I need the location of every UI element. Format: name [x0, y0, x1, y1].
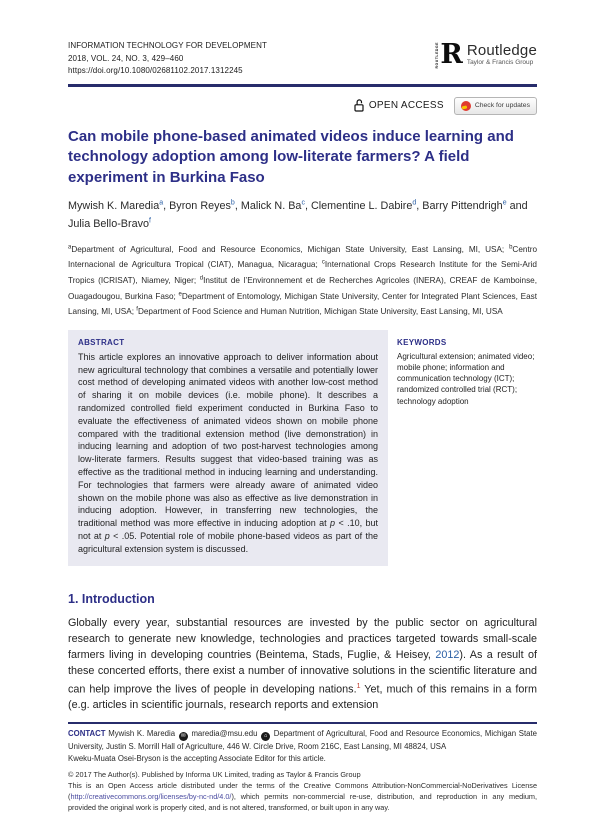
- license-line: This is an Open Access article distributed under the terms of the Creative Commons Attribution-NonCommercial-NoDerivatives License (http://creativecommons.org/licenses/by-nc-nd/4.0/), which permits non-commercial re-use, distribution, and reproduction in any medium, provided the original work is properly cited, and is not altered, transformed, or built upon in any way.: [68, 781, 537, 813]
- address-icon: ⌂: [261, 732, 270, 741]
- routledge-vertical-text: ROUTLEDGE: [435, 42, 440, 69]
- affiliation: $^c$International Crops Research Institute for the Semi-Arid Tropics (ICRISAT), Niamey, Niger;: [68, 259, 537, 285]
- author: [68, 218, 151, 230]
- citation-link-2012[interactable]: 2012: [435, 648, 460, 661]
- contact-line: [68, 728, 537, 753]
- author-name: Barry Pittendrigh: [422, 199, 503, 212]
- author-affiliation-ref: a: [159, 199, 164, 206]
- abstract-text: This article explores an innovative approach to deliver information about new agricultural technology that combines a versatile and potentially lower cost method of developing animated videos with another low-cost method of sharing it on mobile devices (i.e. mobile phone). It describes a randomized controlled field experiment conducted in Burkina Faso to evaluate the effectiveness of animated videos shown on mobile phone compared with the traditional extension method (live demonstration) in inducing learning and adoption of two post-harvest technologies among low-literate farmers. Results suggest that video-based training was as effective as the traditional method in inducing learning and understanding. For technologies that farmers were already aware of animated video shown on the mobile phone was also as effective as live demonstration in inducing adoption. However, in transferring new technologies, the traditional method was more effective in inducing adoption at p < .10, but not at p < .05. Potential role of mobile phone-based videos as part of the agricultural extension system is discussed.: [78, 351, 379, 554]
- introduction-paragraph: Globally every year, substantial resources are invested by the public sector on agricultural research to generate new knowledge, technologies and practices targeted towards small-scale farmers living in developing countries (Beintema, Stads, Fuglie, & Heisey, 2012). As a result of these concerted efforts, there exist a number of innovative solutions in the scientific literature and can help improve the lives of people in developing nations.$^1$ Yet, much of this remains in a form (e.g. articles in scientific journals, research reports and extension: [68, 616, 537, 712]
- routledge-logo: [435, 39, 537, 71]
- author-name: Clementine L. Dabire: [310, 199, 413, 212]
- abstract-section: [68, 330, 388, 566]
- contact-address: Department of Agricultural, Food and Resource Economics, Michigan State University, Justin S. Morrill Hall of Agriculture, 446 W. Circle Drive, Room 216C, East Lansing, MI 48824, USA: [68, 728, 537, 752]
- footer-divider: [68, 722, 537, 724]
- crossmark-icon: [461, 101, 471, 111]
- contact-email-link[interactable]: maredia@msu.edu: [191, 728, 258, 738]
- author: [422, 200, 527, 212]
- open-lock-icon: [354, 99, 365, 112]
- contact-label: CONTACT: [68, 728, 106, 738]
- legal-block: [68, 770, 537, 814]
- publisher-name: Routledge: [466, 42, 537, 60]
- author: [68, 200, 169, 212]
- author-separator: ,: [234, 199, 241, 212]
- author-affiliation-ref: b: [230, 199, 235, 206]
- journal-issue-info: 2018, VOL. 24, NO. 3, 429–460: [68, 53, 184, 63]
- routledge-r-mark: [435, 39, 463, 71]
- author-affiliation-ref: d: [412, 199, 417, 206]
- access-bar: [68, 97, 537, 115]
- routledge-r-glyph: R: [440, 39, 463, 71]
- contact-name: Mywish K. Maredia: [108, 728, 176, 738]
- author-name: Mywish K. Maredia: [68, 199, 160, 212]
- author-name: Malick N. Ba: [240, 199, 302, 212]
- author-affiliation-ref: f: [149, 217, 151, 225]
- header-divider: [68, 84, 537, 87]
- open-access-badge: [354, 99, 444, 112]
- journal-name: INFORMATION TECHNOLOGY FOR DEVELOPMENT: [68, 41, 267, 50]
- author-separator: ,: [416, 199, 423, 212]
- journal-doi-link[interactable]: https://doi.org/10.1080/02681102.2017.1312245: [68, 66, 243, 75]
- author-name: Byron Reyes: [169, 199, 231, 212]
- author-name: Julia Bello-Bravo: [68, 218, 150, 231]
- author-affiliation-ref: e: [502, 199, 507, 206]
- publisher-group: Taylor & Francis Group: [466, 59, 534, 67]
- author: [241, 200, 311, 212]
- section-heading-introduction: 1. Introduction: [68, 591, 155, 606]
- abstract-keywords-row: [68, 330, 537, 566]
- keywords-section: [397, 330, 537, 566]
- affiliation: $^d$Institut de l’Environnement et de Recherches Agricoles (INERA), CREAF de Kamboinse, Ouagadougou, Burkina Faso;: [68, 275, 537, 301]
- author-separator: ,: [163, 199, 170, 212]
- abstract-heading: ABSTRACT: [78, 337, 125, 347]
- keywords-heading: KEYWORDS: [397, 337, 447, 347]
- open-access-label: OPEN ACCESS: [368, 100, 444, 111]
- copyright-line: © 2017 The Author(s). Published by Informa UK Limited, trading as Taylor & Francis Group: [68, 769, 361, 779]
- affiliation-list: [68, 241, 537, 319]
- affiliation: $^e$Department of Entomology, Michigan State University, Center for Integrated Plant Sciences, East Lansing, MI, USA;: [68, 290, 537, 317]
- author-separator: ,: [304, 199, 311, 212]
- check-for-updates-button[interactable]: [454, 97, 537, 115]
- license-url-link[interactable]: http://creativecommons.org/licenses/by-nc-nd/4.0/: [70, 792, 232, 802]
- affiliation: $^b$Centro Internacional de Agricultura Tropical (CIAT), Managua, Nicaragua;: [68, 244, 537, 270]
- keywords-text: Agricultural extension; animated video; mobile phone; information and communication technology (ICT); randomized controlled trial (RCT); technology adoption: [397, 351, 535, 406]
- contact-block: [68, 728, 537, 765]
- author: [311, 200, 422, 212]
- journal-info: [68, 40, 267, 78]
- article-title: Can mobile phone-based animated videos induce learning and technology adoption among low-literate farmers? A field experiment in Burkina Faso: [68, 127, 514, 186]
- author-separator: and: [506, 199, 528, 212]
- affiliation: $^f$Department of Food Science and Human Nutrition, Michigan State University, East Lansing, MI, USA: [136, 306, 503, 317]
- footnote-reference-1[interactable]: 1: [356, 682, 361, 690]
- masthead: [68, 40, 537, 78]
- publisher-wordmark: [467, 43, 537, 67]
- editor-note: Kweku-Muata Osei-Bryson is the accepting Associate Editor for this article.: [68, 754, 326, 764]
- affiliation: $^a$Department of Agricultural, Food and Resource Economics, Michigan State University, East Lansing, MI, USA;: [68, 244, 510, 254]
- author-list: [68, 195, 537, 232]
- email-icon: ✉: [179, 732, 188, 741]
- check-for-updates-label: Check for updates: [474, 102, 530, 109]
- author-affiliation-ref: c: [301, 199, 305, 206]
- author: [169, 200, 241, 212]
